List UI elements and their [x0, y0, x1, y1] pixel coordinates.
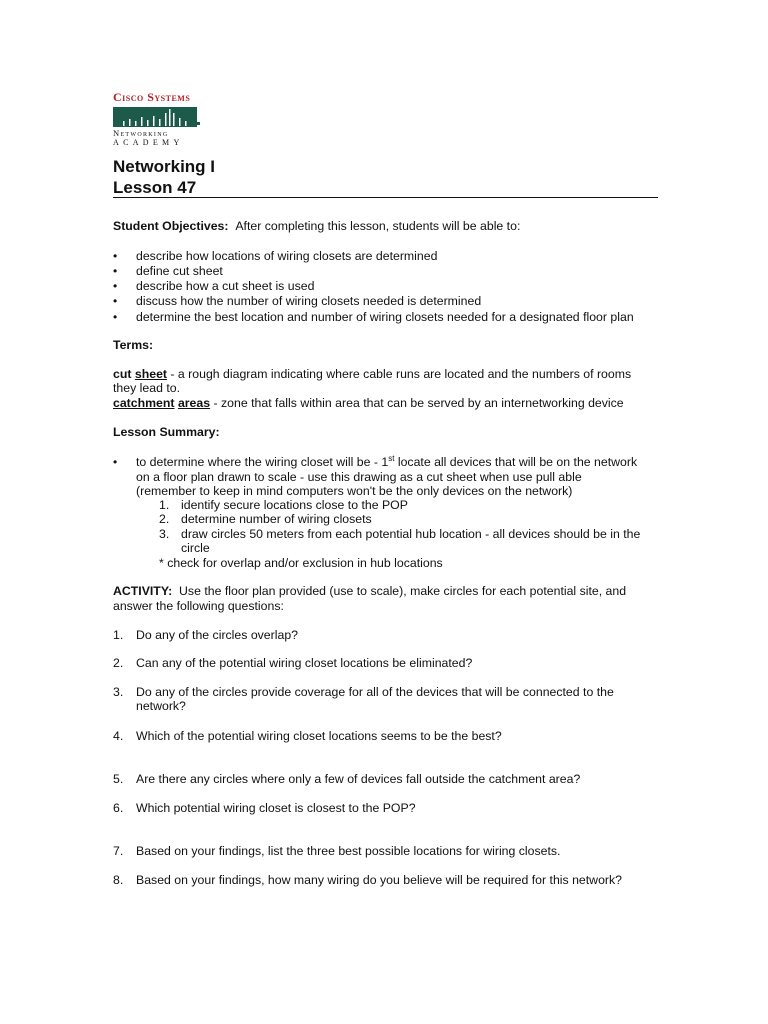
document-title: Networking I [113, 157, 216, 176]
activity-line-continued: answer the following questions: [113, 599, 284, 613]
question-text: Can any of the potential wiring closet locations be eliminated? [136, 656, 473, 670]
bullet-icon: • [113, 455, 118, 469]
step-number: 1. [159, 498, 170, 512]
bullet-icon: • [113, 264, 118, 278]
objective-item: determine the best location and number of wiring closets needed for a designated floor plan [136, 310, 634, 324]
question-text: Which potential wiring closet is closest to the POP? [136, 801, 416, 815]
question-number: 5. [113, 772, 124, 786]
terms-heading: Terms: [113, 338, 154, 352]
question-text: Are there any circles where only a few of devices fall outside the catchment area? [136, 772, 581, 786]
step-text: draw circles 50 meters from each potential hub location - all devices should be in the [181, 527, 641, 541]
logo-bridge-bars [113, 107, 197, 127]
question-text: Which of the potential wiring closet locations seems to be the best? [136, 729, 502, 743]
summary-heading: Lesson Summary: [113, 425, 220, 439]
question-text: Based on your findings, list the three best possible locations for wiring closets. [136, 844, 561, 858]
summary-bullet-line: (remember to keep in mind computers won't be the only devices on the network) [136, 484, 573, 498]
activity-text: Use the floor plan provided (use to scale), make circles for each potential site, and [179, 584, 627, 598]
summary-bullet-line [136, 455, 637, 470]
step-text-continued: circle [181, 541, 210, 555]
bullet-icon: • [113, 279, 118, 293]
activity-label: ACTIVITY: [113, 584, 173, 598]
objective-item: describe how a cut sheet is used [136, 279, 315, 293]
ordinal-suffix: st [388, 453, 395, 463]
summary-text: locate all devices that will be on the network [394, 455, 638, 469]
objectives-intro: After completing this lesson, students will be able to: [235, 219, 521, 233]
term-word: cut [113, 367, 132, 381]
objective-item: discuss how the number of wiring closets needed is determined [136, 294, 482, 308]
term-definition: - zone that falls within area that can be served by an internetworking device [210, 396, 624, 410]
bullet-icon: • [113, 249, 118, 263]
question-number: 3. [113, 685, 124, 699]
objective-item: define cut sheet [136, 264, 223, 278]
logo-academy-text: ACADEMY [113, 138, 184, 147]
step-number: 2. [159, 512, 170, 526]
lesson-number: Lesson 47 [113, 178, 197, 197]
term-catchment-areas [113, 396, 624, 411]
question-number: 2. [113, 656, 124, 670]
term-word: sheet [134, 367, 167, 381]
question-number: 1. [113, 628, 124, 642]
summary-bullet-line: on a floor plan drawn to scale - use this drawing as a cut sheet when use pull able [136, 470, 582, 484]
question-number: 7. [113, 844, 124, 858]
cisco-networking-academy-logo [113, 91, 213, 157]
question-number: 6. [113, 801, 124, 815]
logo-networking-text: Networking [113, 128, 169, 138]
question-number: 8. [113, 873, 124, 887]
question-text: Do any of the circles overlap? [136, 628, 298, 642]
term-cut-sheet [113, 367, 631, 382]
activity-line [113, 584, 626, 599]
term-word: catchment [113, 396, 175, 410]
step-text: identify secure locations close to the POP [181, 498, 408, 512]
question-text: Based on your findings, how many wiring do you believe will be required for this network? [136, 873, 622, 887]
objectives-line [113, 219, 520, 234]
bullet-icon: • [113, 310, 118, 324]
header-divider [113, 197, 658, 198]
logo-dot [197, 122, 200, 125]
logo-wordmark: Cisco Systems [113, 90, 191, 104]
question-number: 4. [113, 729, 124, 743]
summary-note: * check for overlap and/or exclusion in hub locations [159, 556, 443, 570]
question-text: Do any of the circles provide coverage for all of the devices that will be connected to the [136, 685, 614, 699]
objective-item: describe how locations of wiring closets are determined [136, 249, 438, 263]
step-number: 3. [159, 527, 170, 541]
term-definition: - a rough diagram indicating where cable runs are located and the numbers of rooms [167, 367, 632, 381]
summary-text: to determine where the wiring closet will be - 1 [136, 455, 389, 469]
objectives-label: Student Objectives: [113, 219, 229, 233]
term-definition-continued: they lead to. [113, 381, 180, 395]
bullet-icon: • [113, 294, 118, 308]
question-text-continued: network? [136, 699, 186, 713]
term-word: areas [177, 396, 211, 410]
step-text: determine number of wiring closets [181, 512, 372, 526]
